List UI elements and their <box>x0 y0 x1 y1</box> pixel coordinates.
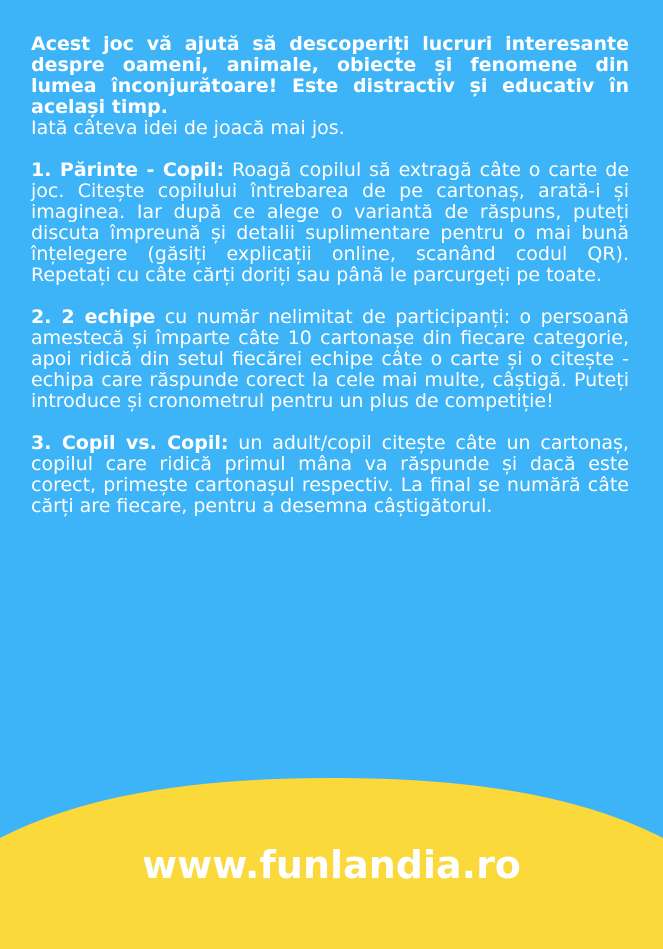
idea-text-3: un adult/copil citește câte un cartonaș, copilul care ridică primul mâna va răspunde și dacă este corect, primește cartonașul respectiv. La final se numără câte cărți are fiecare, pentru a desemna câștigătorul. <box>31 432 629 517</box>
website-url[interactable]: www.funlandia.ro <box>142 843 521 887</box>
idea-title-3: 3. Copil vs. Copil: <box>31 432 229 454</box>
instructions-text <box>31 34 629 538</box>
intro-paragraph <box>31 34 629 139</box>
idea-text-1: Roagă copilul să extragă câte o carte de joc. Citește copilului întrebarea de pe cartonaș, arată-i și imaginea. Iar după ce alege o variantă de răspuns, puteți discuta împreună și detalii suplimentare pentru o mai bună înțelegere (găsiți explicații online, scanând codul QR). Repetați cu câte cărți doriți sau până le parcurgeți pe toate. <box>31 159 630 286</box>
idea-paragraph-3 <box>31 433 629 517</box>
idea-paragraph-1 <box>31 160 629 286</box>
idea-text-2: cu număr nelimitat de participanți: o persoană amestecă și împarte câte 10 cartonașe din fiecare categorie, apoi ridică din setul fiecărei echipe câte o carte și o citește - echipa care răspunde corect la cele mai multe, câștigă. Puteți introduce și cronometrul pentru un plus de competiție! <box>31 306 629 412</box>
idea-title-1: 1. Părinte - Copil: <box>31 159 225 181</box>
intro-normal-text: Iată câteva idei de joacă mai jos. <box>31 117 345 139</box>
idea-title-2: 2. 2 echipe <box>31 306 156 328</box>
intro-bold-text: Acest joc vă ajută să descoperiți lucruri interesante despre oameni, animale, obiecte și fenomene din lumea înconjurătoare! Este distractiv și educativ în același timp. <box>31 33 629 118</box>
idea-paragraph-2 <box>31 307 629 412</box>
